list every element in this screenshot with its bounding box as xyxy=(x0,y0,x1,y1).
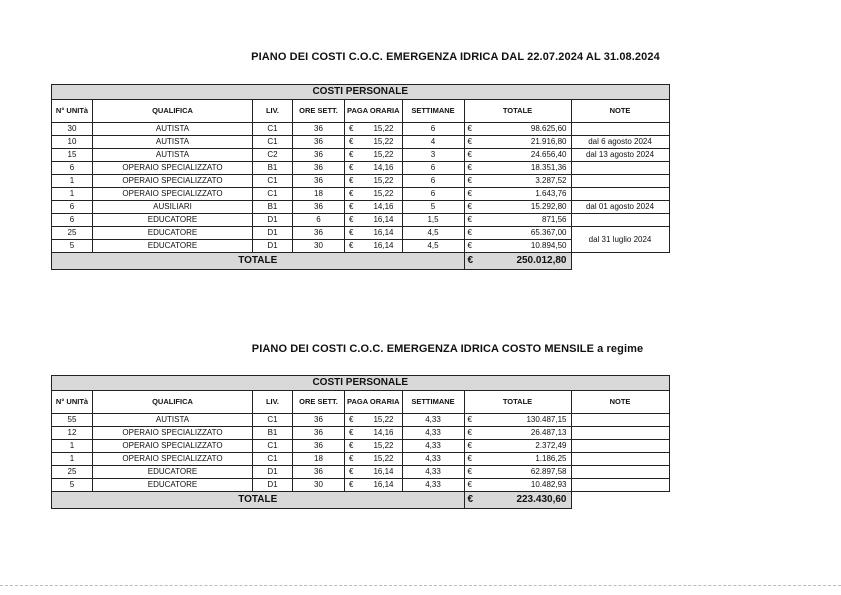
section-row xyxy=(52,376,670,391)
currency-symbol: € xyxy=(467,494,474,505)
totale-value: 26.487,13 xyxy=(530,428,567,437)
cell-ore: 36 xyxy=(293,175,345,188)
cell-settimane: 6 xyxy=(402,175,464,188)
currency-symbol: € xyxy=(349,415,354,424)
cell-note xyxy=(571,453,669,466)
currency-symbol: € xyxy=(467,202,472,211)
cell-totale xyxy=(464,466,571,479)
cell-livello: D1 xyxy=(253,214,293,227)
col-header-liv: LIV. xyxy=(253,100,293,123)
col-header-qualifica: QUALIFICA xyxy=(93,391,253,414)
page-bottom-divider xyxy=(0,585,841,586)
cell-qualifica: EDUCATORE xyxy=(93,466,253,479)
cell-paga xyxy=(345,188,403,201)
table-row xyxy=(52,227,670,240)
table-row xyxy=(52,175,670,188)
cell-paga xyxy=(345,240,403,253)
cell-livello: C1 xyxy=(253,136,293,149)
cell-totale xyxy=(464,201,571,214)
cell-totale xyxy=(464,188,571,201)
currency-symbol: € xyxy=(467,241,472,250)
cell-unita: 12 xyxy=(52,427,93,440)
total-label: TOTALE xyxy=(52,253,465,270)
section-title: COSTI PERSONALE xyxy=(52,85,670,100)
cell-ore: 36 xyxy=(293,149,345,162)
currency-symbol: € xyxy=(467,454,472,463)
page-title-1: PIANO DEI COSTI C.O.C. EMERGENZA IDRICA DAL 22.07.2024 AL 31.08.2024 xyxy=(251,51,660,63)
cell-unita: 25 xyxy=(52,466,93,479)
cell-paga xyxy=(345,201,403,214)
table-row xyxy=(52,162,670,175)
cell-unita: 15 xyxy=(52,149,93,162)
cell-qualifica: OPERAIO SPECIALIZZATO xyxy=(93,162,253,175)
cell-qualifica: OPERAIO SPECIALIZZATO xyxy=(93,453,253,466)
cell-unita: 5 xyxy=(52,479,93,492)
paga-value: 15,22 xyxy=(373,124,394,133)
currency-symbol: € xyxy=(467,124,472,133)
col-header-note: NOTE xyxy=(571,391,669,414)
currency-symbol: € xyxy=(349,480,354,489)
table-row xyxy=(52,188,670,201)
col-header-unita: N° UNITà xyxy=(52,391,93,414)
cell-paga xyxy=(345,427,403,440)
cell-qualifica: EDUCATORE xyxy=(93,479,253,492)
currency-symbol: € xyxy=(467,480,472,489)
cell-note xyxy=(571,162,669,175)
cell-paga xyxy=(345,440,403,453)
table-row xyxy=(52,149,670,162)
col-header-note: NOTE xyxy=(571,100,669,123)
cell-ore: 30 xyxy=(293,240,345,253)
cell-paga xyxy=(345,175,403,188)
cell-ore: 36 xyxy=(293,440,345,453)
totale-value: 10.482,93 xyxy=(530,480,567,489)
table-row xyxy=(52,453,670,466)
cell-note xyxy=(571,414,669,427)
currency-symbol: € xyxy=(467,467,472,476)
cell-note: dal 6 agosto 2024 xyxy=(571,136,669,149)
totale-value: 62.897,58 xyxy=(530,467,567,476)
paga-value: 15,22 xyxy=(373,454,394,463)
cell-totale xyxy=(464,214,571,227)
totale-value: 98.625,60 xyxy=(530,124,567,133)
totale-value: 15.292,80 xyxy=(530,202,567,211)
cell-ore: 36 xyxy=(293,227,345,240)
currency-symbol: € xyxy=(467,228,472,237)
currency-symbol: € xyxy=(349,241,354,250)
cell-qualifica: AUSILIARI xyxy=(93,201,253,214)
section-title: COSTI PERSONALE xyxy=(52,376,670,391)
currency-symbol: € xyxy=(349,150,354,159)
cell-ore: 36 xyxy=(293,466,345,479)
cell-settimane: 4,33 xyxy=(402,440,464,453)
currency-symbol: € xyxy=(467,428,472,437)
paga-value: 16,14 xyxy=(373,241,394,250)
col-header-paga: PAGA ORARIA xyxy=(345,100,403,123)
cell-livello: C1 xyxy=(253,414,293,427)
cell-ore: 36 xyxy=(293,414,345,427)
empty-note-cell xyxy=(571,492,669,509)
cell-paga xyxy=(345,123,403,136)
cell-settimane: 4,33 xyxy=(402,427,464,440)
cell-totale xyxy=(464,440,571,453)
currency-symbol: € xyxy=(349,228,354,237)
paga-value: 15,22 xyxy=(373,415,394,424)
col-header-settimane: SETTIMANE xyxy=(402,391,464,414)
col-header-totale: TOTALE xyxy=(464,100,571,123)
cell-note xyxy=(571,175,669,188)
currency-symbol: € xyxy=(467,176,472,185)
cell-ore: 36 xyxy=(293,136,345,149)
col-header-liv: LIV. xyxy=(253,391,293,414)
cell-settimane: 6 xyxy=(402,162,464,175)
cell-unita: 25 xyxy=(52,227,93,240)
cell-note xyxy=(571,123,669,136)
table-row xyxy=(52,136,670,149)
currency-symbol: € xyxy=(467,215,472,224)
paga-value: 15,22 xyxy=(373,150,394,159)
section-row xyxy=(52,85,670,100)
cell-paga xyxy=(345,136,403,149)
table-row xyxy=(52,427,670,440)
cell-unita: 10 xyxy=(52,136,93,149)
paga-value: 15,22 xyxy=(373,441,394,450)
cell-livello: B1 xyxy=(253,162,293,175)
cell-unita: 5 xyxy=(52,240,93,253)
cell-livello: D1 xyxy=(253,227,293,240)
currency-symbol: € xyxy=(349,189,354,198)
cell-qualifica: AUTISTA xyxy=(93,123,253,136)
total-amount xyxy=(464,492,571,509)
paga-value: 16,14 xyxy=(373,228,394,237)
cell-unita: 6 xyxy=(52,162,93,175)
col-header-unita: N° UNITà xyxy=(52,100,93,123)
cell-unita: 30 xyxy=(52,123,93,136)
cell-settimane: 4,33 xyxy=(402,479,464,492)
cell-totale xyxy=(464,414,571,427)
cell-qualifica: EDUCATORE xyxy=(93,227,253,240)
cell-totale xyxy=(464,136,571,149)
total-value: 223.430,60 xyxy=(516,494,567,505)
paga-value: 15,22 xyxy=(373,176,394,185)
currency-symbol: € xyxy=(467,137,472,146)
total-row xyxy=(52,492,670,509)
currency-symbol: € xyxy=(349,124,354,133)
cell-totale xyxy=(464,149,571,162)
cell-livello: C1 xyxy=(253,453,293,466)
cell-settimane: 6 xyxy=(402,123,464,136)
cell-totale xyxy=(464,227,571,240)
paga-value: 16,14 xyxy=(373,215,394,224)
currency-symbol: € xyxy=(349,137,354,146)
currency-symbol: € xyxy=(467,189,472,198)
cell-qualifica: OPERAIO SPECIALIZZATO xyxy=(93,440,253,453)
totale-value: 871,56 xyxy=(542,215,567,224)
cell-paga xyxy=(345,214,403,227)
totale-value: 21.916,80 xyxy=(530,137,567,146)
cell-totale xyxy=(464,240,571,253)
cell-qualifica: OPERAIO SPECIALIZZATO xyxy=(93,427,253,440)
cell-totale xyxy=(464,162,571,175)
cell-livello: C1 xyxy=(253,188,293,201)
currency-symbol: € xyxy=(467,255,474,266)
cell-livello: C1 xyxy=(253,440,293,453)
table-row xyxy=(52,440,670,453)
col-header-ore: ORE SETT. xyxy=(293,391,345,414)
cell-livello: D1 xyxy=(253,240,293,253)
cell-ore: 36 xyxy=(293,162,345,175)
cell-paga xyxy=(345,479,403,492)
paga-value: 15,22 xyxy=(373,137,394,146)
cell-ore: 6 xyxy=(293,214,345,227)
currency-symbol: € xyxy=(467,441,472,450)
total-amount xyxy=(464,253,571,270)
cell-livello: C2 xyxy=(253,149,293,162)
totale-value: 3.287,52 xyxy=(535,176,567,185)
currency-symbol: € xyxy=(349,428,354,437)
currency-symbol: € xyxy=(349,467,354,476)
cell-settimane: 4,5 xyxy=(402,240,464,253)
cell-unita: 6 xyxy=(52,201,93,214)
cell-ore: 18 xyxy=(293,453,345,466)
cell-unita: 1 xyxy=(52,175,93,188)
cell-livello: D1 xyxy=(253,466,293,479)
cell-paga xyxy=(345,227,403,240)
cell-note: dal 01 agosto 2024 xyxy=(571,201,669,214)
paga-value: 16,14 xyxy=(373,480,394,489)
paga-value: 16,14 xyxy=(373,467,394,476)
cell-livello: C1 xyxy=(253,175,293,188)
cell-unita: 1 xyxy=(52,440,93,453)
cell-unita: 1 xyxy=(52,453,93,466)
totale-value: 24.656,40 xyxy=(530,150,567,159)
cell-totale xyxy=(464,479,571,492)
cell-ore: 30 xyxy=(293,479,345,492)
totale-value: 1.186,25 xyxy=(535,454,567,463)
table-row xyxy=(52,414,670,427)
cell-note xyxy=(571,466,669,479)
cell-unita: 1 xyxy=(52,188,93,201)
col-header-settimane: SETTIMANE xyxy=(402,100,464,123)
cell-qualifica: AUTISTA xyxy=(93,149,253,162)
cell-paga xyxy=(345,414,403,427)
cell-qualifica: AUTISTA xyxy=(93,414,253,427)
cell-qualifica: OPERAIO SPECIALIZZATO xyxy=(93,175,253,188)
cell-unita: 6 xyxy=(52,214,93,227)
cell-settimane: 4,33 xyxy=(402,414,464,427)
col-header-qualifica: QUALIFICA xyxy=(93,100,253,123)
cell-note-merged: dal 31 luglio 2024 xyxy=(571,227,669,253)
total-label: TOTALE xyxy=(52,492,465,509)
table-row xyxy=(52,123,670,136)
totale-value: 130.487,15 xyxy=(526,415,567,424)
cell-settimane: 1,5 xyxy=(402,214,464,227)
currency-symbol: € xyxy=(349,202,354,211)
cell-paga xyxy=(345,162,403,175)
cell-qualifica: OPERAIO SPECIALIZZATO xyxy=(93,188,253,201)
cell-settimane: 4,33 xyxy=(402,466,464,479)
paga-value: 14,16 xyxy=(373,163,394,172)
cell-unita: 55 xyxy=(52,414,93,427)
currency-symbol: € xyxy=(349,441,354,450)
cell-settimane: 4,33 xyxy=(402,453,464,466)
cell-totale xyxy=(464,453,571,466)
cell-paga xyxy=(345,453,403,466)
currency-symbol: € xyxy=(349,215,354,224)
cell-totale xyxy=(464,175,571,188)
cell-note xyxy=(571,479,669,492)
col-header-ore: ORE SETT. xyxy=(293,100,345,123)
totale-value: 18.351,36 xyxy=(530,163,567,172)
cell-qualifica: EDUCATORE xyxy=(93,214,253,227)
cell-settimane: 4 xyxy=(402,136,464,149)
header-row xyxy=(52,100,670,123)
cell-note xyxy=(571,427,669,440)
cost-table-1 xyxy=(51,84,670,270)
cell-livello: C1 xyxy=(253,123,293,136)
cell-note xyxy=(571,440,669,453)
cell-note xyxy=(571,214,669,227)
cell-qualifica: EDUCATORE xyxy=(93,240,253,253)
currency-symbol: € xyxy=(467,150,472,159)
table-row xyxy=(52,201,670,214)
totale-value: 2.372,49 xyxy=(535,441,567,450)
empty-note-cell xyxy=(571,253,669,270)
cell-paga xyxy=(345,149,403,162)
cell-settimane: 4,5 xyxy=(402,227,464,240)
paga-value: 14,16 xyxy=(373,428,394,437)
totale-value: 10.894,50 xyxy=(530,241,567,250)
totale-value: 65.367,00 xyxy=(530,228,567,237)
cell-paga xyxy=(345,466,403,479)
cell-ore: 18 xyxy=(293,188,345,201)
cell-settimane: 6 xyxy=(402,188,464,201)
cell-ore: 36 xyxy=(293,427,345,440)
cost-table-2 xyxy=(51,375,670,509)
paga-value: 15,22 xyxy=(373,189,394,198)
cell-settimane: 3 xyxy=(402,149,464,162)
cell-ore: 36 xyxy=(293,123,345,136)
table-row xyxy=(52,214,670,227)
cell-livello: B1 xyxy=(253,201,293,214)
cell-ore: 36 xyxy=(293,201,345,214)
totale-value: 1.643,76 xyxy=(535,189,567,198)
cell-qualifica: AUTISTA xyxy=(93,136,253,149)
cell-settimane: 5 xyxy=(402,201,464,214)
cell-totale xyxy=(464,427,571,440)
currency-symbol: € xyxy=(467,415,472,424)
total-value: 250.012,80 xyxy=(516,255,567,266)
total-row xyxy=(52,253,670,270)
header-row xyxy=(52,391,670,414)
page-title-2: PIANO DEI COSTI C.O.C. EMERGENZA IDRICA COSTO MENSILE a regime xyxy=(251,343,644,355)
col-header-paga: PAGA ORARIA xyxy=(345,391,403,414)
col-header-totale: TOTALE xyxy=(464,391,571,414)
cell-livello: B1 xyxy=(253,427,293,440)
cell-totale xyxy=(464,123,571,136)
currency-symbol: € xyxy=(349,163,354,172)
table-row xyxy=(52,479,670,492)
cell-note xyxy=(571,188,669,201)
cell-note: dal 13 agosto 2024 xyxy=(571,149,669,162)
currency-symbol: € xyxy=(467,163,472,172)
currency-symbol: € xyxy=(349,176,354,185)
table-row xyxy=(52,466,670,479)
paga-value: 14,16 xyxy=(373,202,394,211)
cell-livello: D1 xyxy=(253,479,293,492)
currency-symbol: € xyxy=(349,454,354,463)
